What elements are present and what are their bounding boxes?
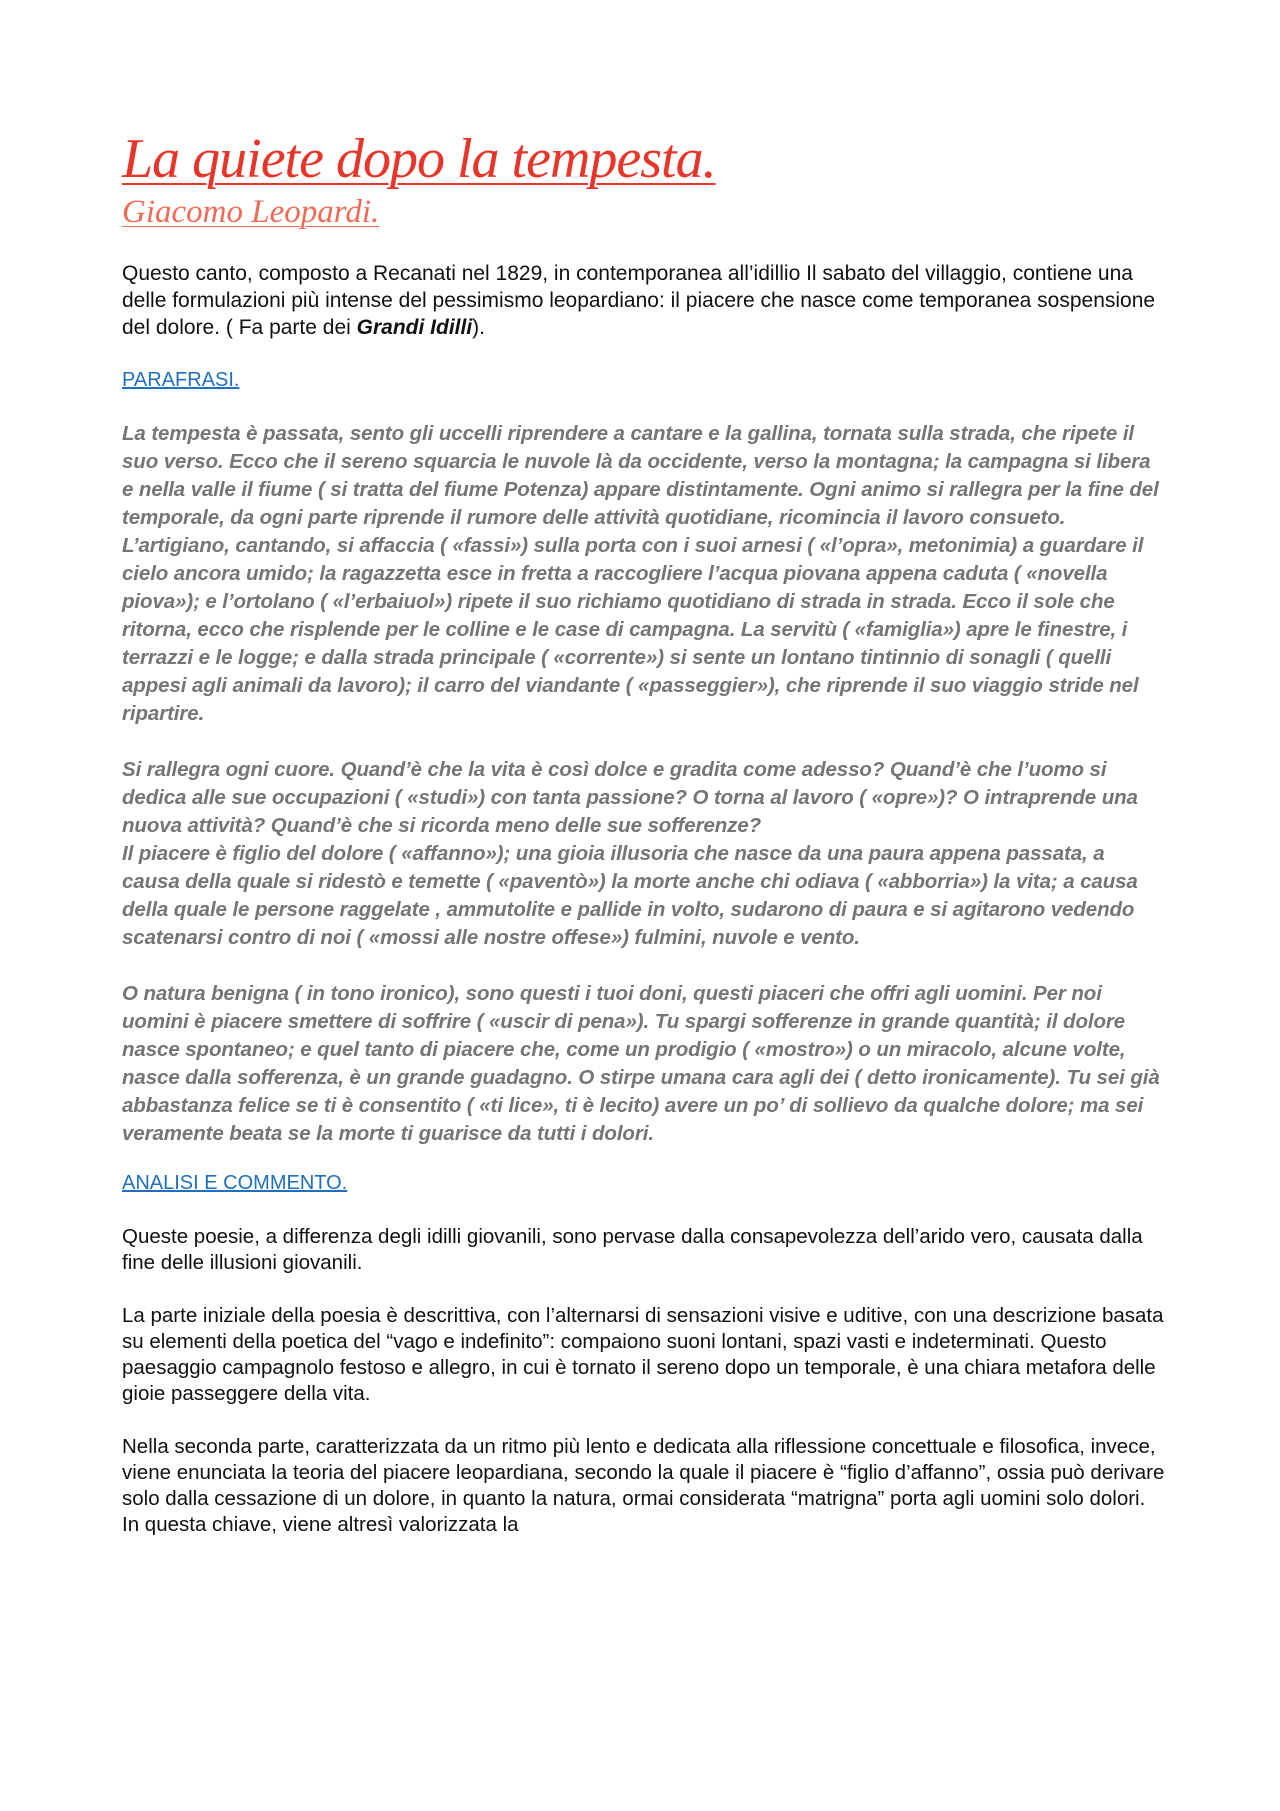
- parafrasi-paragraph-1: La tempesta è passata, sento gli uccelli riprendere a cantare e la gallina, tornata sulla strada, che ripete il suo verso. Ecco che il sereno squarcia le nuvole là da occidente, verso la montagna; la campagna si libera e nella valle il fiume ( si tratta del fiume Potenza) appare distintamente. Ogni animo si rallegra per la fine del temporale, da ogni parte riprende il rumore delle attività quotidiane, ricomincia il lavoro consueto. L’artigiano, cantando, si affaccia ( «fassi») sulla porta con i suoi arnesi ( «l’opra», metonimia) a guardare il cielo ancora umido; la ragazzetta esce in fretta a raccogliere l’acqua piovana appena caduta ( «novella piova»); e l’ortolano ( «l’erbaiuol») ripete il suo richiamo quotidiano di strada in strada. Ecco il sole che ritorna, ecco che risplende per le colline e le case di campagna. La servitù ( «famiglia») apre le finestre, i terrazzi e le logge; e dalla strada principale ( «corrente») si sente un lontano tintinnio di sonagli ( quelli appesi agli animali da lavoro); il carro del viandante ( «passeggier»), che riprende il suo viaggio stride nel ripartire.: [122, 422, 1159, 725]
- parafrasi-heading-wrap: [122, 367, 1165, 394]
- analisi-paragraph-2: La parte iniziale della poesia è descrittiva, con l’alternarsi di sensazioni visive e uditive, con una descrizione basata su elementi della poetica del “vago e indefinito”: compaiono suoni lontani, spazi vasti e indeterminati. Questo paesaggio campagnolo festoso e allegro, in cui è tornato il sereno dopo un temporale, è una chiara metafora delle gioie passeggere della vita.: [122, 1304, 1164, 1405]
- parafrasi-paragraph-3: O natura benigna ( in tono ironico), sono questi i tuoi doni, questi piaceri che offri agli uomini. Per noi uomini è piacere smettere di soffrire ( «uscir di pena»). Tu spargi sofferenze in grande quantità; il dolore nasce spontaneo; e quel tanto di piacere che, come un prodigio ( «mostro») o un miracolo, alcune volte, nasce dalla sofferenza, è un grande guadagno. O stirpe umana cara agli dei ( detto ironicamente). Tu sei già abbastanza felice se ti è consentito ( «ti lice», ti è lecito) avere un po’ di sollievo da qualche dolore; ma sei veramente beata se la morte ti guarisce da tutti i dolori.: [122, 982, 1160, 1145]
- intro-bold-term: Grandi Idilli: [356, 316, 473, 339]
- author-name: Giacomo Leopardi.: [122, 194, 380, 230]
- analisi-heading-wrap: [122, 1170, 1165, 1197]
- analisi-link[interactable]: ANALISI E COMMENTO.: [122, 1172, 348, 1194]
- analisi-paragraph-3: Nella seconda parte, caratterizzata da un ritmo più lento e dedicata alla riflessione concettuale e filosofica, invece, viene enunciata la teoria del piacere leopardiana, secondo la quale il piacere è “figlio d’affanno”, ossia può derivare solo dalla cessazione di un dolore, in quanto la natura, ormai considerata “matrigna” porta agli uomini solo dolori. In questa chiave, viene altresì valorizzata la: [122, 1435, 1165, 1536]
- intro-paragraph: [122, 260, 1165, 341]
- parafrasi-paragraph-2: [122, 756, 1165, 952]
- intro-text: Questo canto, composto a Recanati nel 1829, in contemporanea all’idillio Il sabato del villaggio, contiene una delle formulazioni più intense del pessimismo leopardiano: il piacere che nasce come temporanea sospensione del dolore. ( Fa parte dei: [122, 262, 1156, 339]
- intro-end: ).: [472, 316, 485, 339]
- parafrasi-paragraph-2a: Si rallegra ogni cuore. Quand’è che la vita è così dolce e gradita come adesso? Quand’è che l’uomo si dedica alle sue occupazioni ( «studi») con tanta passione? O torna al lavoro ( «opre»)? O intraprende una nuova attività? Quand’è che si ricorda meno delle sue sofferenze?: [122, 758, 1138, 837]
- page-title: La quiete dopo la tempesta.: [122, 128, 716, 190]
- parafrasi-link[interactable]: PARAFRASI.: [122, 369, 240, 391]
- analisi-paragraph-1: Queste poesie, a differenza degli idilli giovanili, sono pervase dalla consapevolezza dell’arido vero, causata dalla fine delle illusioni giovanili.: [122, 1225, 1143, 1274]
- parafrasi-paragraph-2b: Il piacere è figlio del dolore ( «affanno»); una gioia illusoria che nasce da una paura appena passata, a causa della quale si ridestò e temette ( «paventò») la morte anche chi odiava ( «abborria») la vita; a causa della quale le persone raggelate , ammutolite e pallide in volto, sudarono di paura e si agitarono vedendo scatenarsi contro di noi ( «mossi alle nostre offese») fulmini, nuvole e vento.: [122, 842, 1138, 949]
